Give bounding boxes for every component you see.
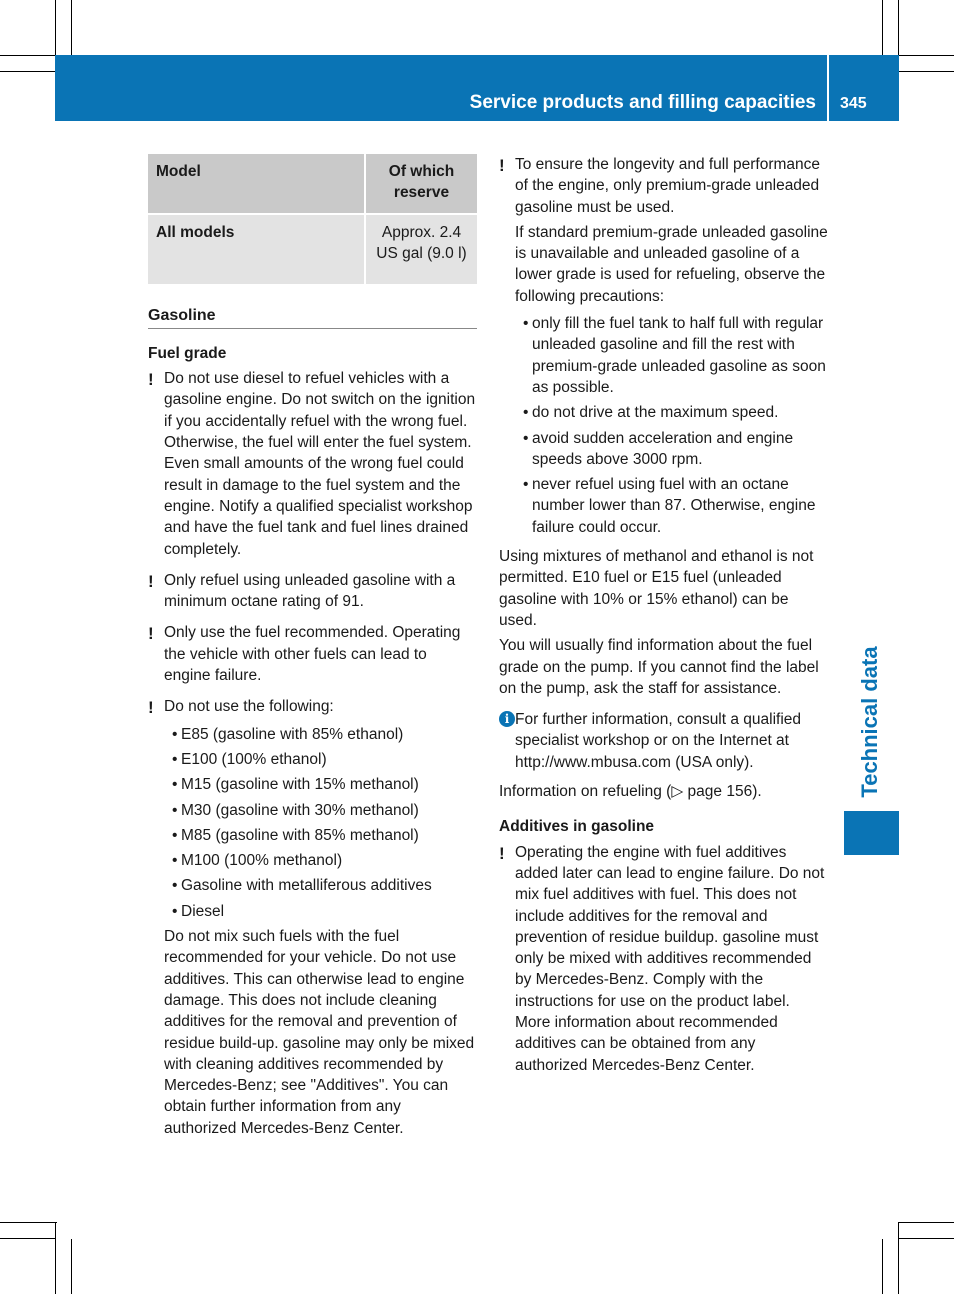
crop-mark — [898, 0, 899, 57]
crop-mark — [898, 1222, 899, 1294]
warning-followup-text: If standard premium-grade unleaded gasoline is unavailable and unleaded gasoline of a lower grade is used for refueling, observe the following precautions: — [515, 223, 828, 305]
table-cell-model: All models — [148, 214, 365, 284]
crop-mark — [897, 55, 954, 56]
warning-text: Operating the engine with fuel additives added later can lead to engine failure. Do not mix fuel additives with fuel. This does not include additives for the removal and prevention of residue buildup. gasoline must only be mixed with additives recommended by Mercedes-Benz. Comply with the instructions for use on the product label. More information about recommended additives can be obtained from any authorized Mercedes-Benz Center. — [515, 843, 825, 1074]
list-item: • M15 (gasoline with 15% methanol) — [172, 774, 477, 795]
warning-note — [499, 154, 829, 538]
section-heading: Gasoline — [148, 305, 477, 329]
exclamation-icon: ! — [499, 843, 505, 863]
table-header-cell: Model — [148, 154, 365, 214]
crop-mark — [0, 1222, 57, 1223]
forbidden-fuels-list — [164, 724, 477, 922]
header-divider — [827, 55, 829, 121]
warning-note — [148, 570, 477, 613]
table-cell-reserve: Approx. 2.4 US gal (9.0 l) — [365, 214, 477, 284]
warning-text: Do not use the following: — [164, 698, 334, 716]
subsection-heading: Additives in gasoline — [499, 818, 655, 836]
list-item: • M30 (gasoline with 30% methanol) — [172, 800, 477, 821]
list-item: • E100 (100% ethanol) — [172, 749, 477, 770]
precautions-list — [515, 313, 829, 538]
page-title: Service products and filling capacities — [469, 92, 816, 113]
paragraph-text: Using mixtures of methanol and ethanol is not permitted. E10 fuel or E15 fuel (unleaded gasoline with 10% or 15% ethanol) can be used. — [499, 548, 814, 629]
crop-mark — [0, 71, 55, 72]
subsection-heading: Fuel grade — [148, 344, 227, 362]
warning-text: Only refuel using unleaded gasoline with a minimum octane rating of 91. — [164, 571, 456, 611]
warning-note — [148, 696, 477, 1139]
warning-followup-text: Do not mix such fuels with the fuel recommended for your vehicle. Do not use additives. This can otherwise lead to engine damage. This does not include cleaning additives for the removal and prevention of residue build-up. gasoline may only be mixed with cleaning additives recommended by Mercedes-Benz; see "Additives". You can obtain further information from any authorized Mercedes-Benz Center. — [164, 928, 475, 1137]
body-paragraph — [499, 635, 829, 699]
exclamation-icon: ! — [148, 624, 154, 644]
exclamation-icon: ! — [148, 698, 154, 718]
warning-note — [148, 622, 477, 686]
crop-mark — [882, 1239, 883, 1294]
body-paragraph — [499, 781, 829, 802]
warning-note — [148, 368, 477, 560]
crop-mark — [71, 0, 72, 55]
capacity-table — [148, 154, 477, 284]
warning-text: To ensure the longevity and full performance of the engine, only premium-grade unleaded gasoline must be used. — [515, 156, 821, 216]
crop-mark — [899, 71, 954, 72]
crop-mark — [71, 1239, 72, 1294]
crop-mark — [0, 1238, 55, 1239]
list-item: • Diesel — [172, 901, 477, 922]
crop-mark — [55, 0, 56, 57]
list-item: • Gasoline with metalliferous additives — [172, 875, 477, 896]
list-item: • never refuel using fuel with an octane number lower than 87. Otherwise, engine failure could occur. — [523, 474, 829, 538]
list-item: • do not drive at the maximum speed. — [523, 402, 829, 423]
side-tab — [842, 638, 898, 806]
list-item: • E85 (gasoline with 85% ethanol) — [172, 724, 477, 745]
info-text: For further information, consult a qualified specialist workshop or on the Internet at http://www.mbusa.com (USA only). — [515, 711, 802, 771]
crop-mark — [0, 55, 57, 56]
side-tab-label: Technical data — [857, 646, 882, 798]
crop-mark — [882, 0, 883, 55]
list-item: • avoid sudden acceleration and engine speeds above 3000 rpm. — [523, 428, 829, 471]
side-tab-marker — [844, 811, 899, 855]
warning-note — [499, 842, 829, 1076]
right-column — [499, 154, 829, 1076]
list-item: • only fill the fuel tank to half full with regular unleaded gasoline and fill the rest with premium-grade unleaded gasoline as soon as possible. — [523, 313, 829, 398]
table-header-row — [148, 154, 477, 214]
warning-text: Only use the fuel recommended. Operating the vehicle with other fuels can lead to engine failure. — [164, 624, 461, 685]
exclamation-icon: ! — [499, 156, 505, 175]
list-item: • M100 (100% methanol) — [172, 850, 477, 871]
page-number: 345 — [840, 95, 867, 112]
body-paragraph — [499, 546, 829, 631]
exclamation-icon: ! — [148, 370, 154, 390]
table-header-cell: Of which reserve — [365, 154, 477, 214]
list-item: • M85 (gasoline with 85% methanol) — [172, 825, 477, 846]
warning-text: Do not use diesel to refuel vehicles with a gasoline engine. Do not switch on the ignition if you accidentally refuel with the wrong fuel. Otherwise, the fuel will enter the fuel system. Even small amounts of the wrong fuel could result in damage to the fuel system and the engine. Notify a qualified specialist workshop and have the fuel tank and fuel lines drained completely. — [164, 370, 476, 558]
left-column — [148, 154, 477, 1139]
crop-mark — [899, 1238, 954, 1239]
table-row — [148, 214, 477, 284]
info-icon: i — [499, 711, 515, 727]
exclamation-icon: ! — [148, 571, 154, 591]
crop-mark — [899, 1222, 954, 1223]
info-note — [499, 709, 829, 773]
crop-mark — [55, 1222, 56, 1294]
refuel-reference-text: Information on refueling (▷ page 156). — [499, 783, 762, 801]
paragraph-text: You will usually find information about the fuel grade on the pump. If you cannot find the label on the pump, ask the staff for assistance. — [499, 637, 819, 697]
